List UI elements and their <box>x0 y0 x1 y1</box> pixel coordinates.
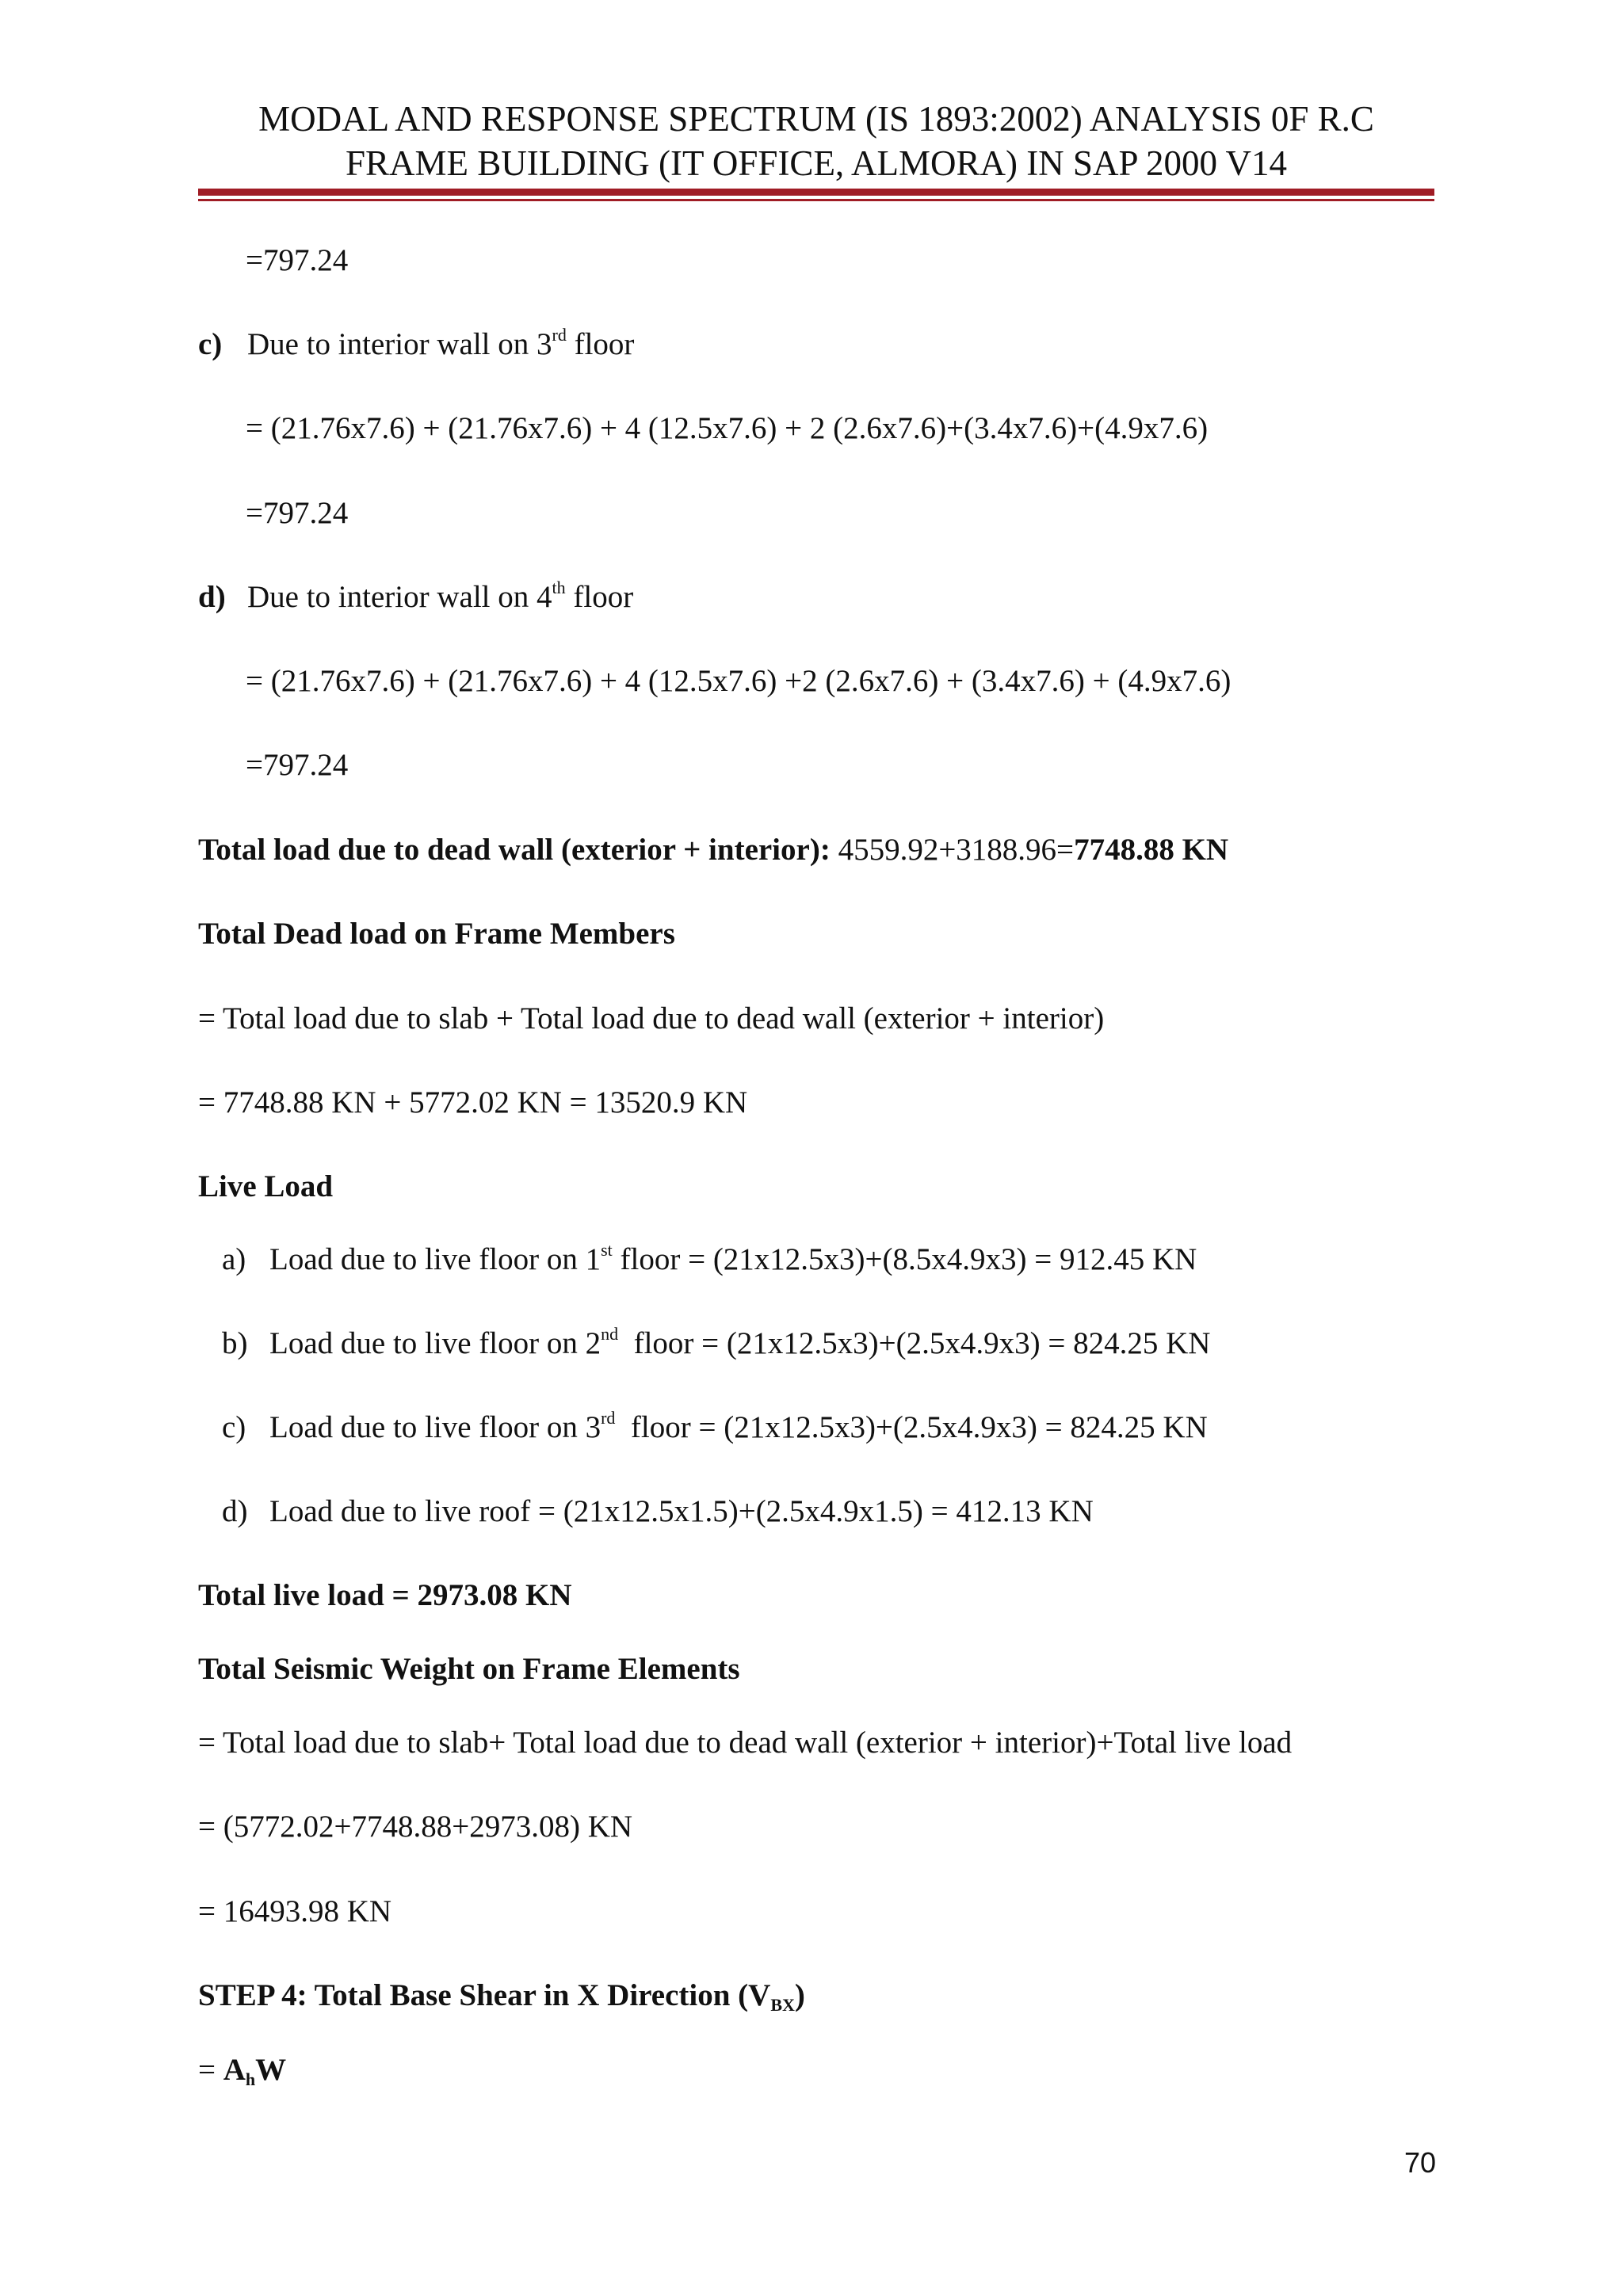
ordinal-suffix: nd <box>601 1324 619 1344</box>
result-line-b: =797.24 <box>246 243 349 277</box>
ah-symbol: A <box>223 2053 246 2087</box>
item-text: Load due to live floor on 1 <box>269 1242 601 1276</box>
item-text-end: floor <box>566 327 635 361</box>
total-seismic-heading: Total Seismic Weight on Frame Elements <box>198 1652 740 1686</box>
total-dead-value: = 7748.88 KN + 5772.02 KN = 13520.9 KN <box>198 1085 748 1119</box>
item-letter: d) <box>222 1494 248 1528</box>
item-text-end: floor = (21x12.5x3)+(8.5x4.9x3) = 912.45 KN <box>612 1242 1197 1276</box>
ordinal-suffix: th <box>552 578 566 597</box>
item-letter: a) <box>222 1242 246 1276</box>
total-wall-result: 7748.88 KN <box>1074 833 1229 867</box>
header-line-2: FRAME BUILDING (IT OFFICE, ALMORA) IN SAP 2000 V14 <box>346 143 1287 183</box>
total-seismic-equation: = Total load due to slab+ Total load due to dead wall (exterior + interior)+Total live load <box>198 1726 1293 1760</box>
item-text: Load due to live floor on 3 <box>269 1410 601 1444</box>
header-line-1: MODAL AND RESPONSE SPECTRUM (IS 1893:2002) ANALYSIS 0F R.C <box>258 99 1374 139</box>
step4-text: STEP 4: Total Base Shear in X Direction (V <box>198 1978 771 2012</box>
ah-subscript: h <box>245 2069 256 2089</box>
ordinal-suffix: rd <box>552 325 567 345</box>
item-letter: b) <box>222 1326 248 1360</box>
equals-sign: = <box>198 2053 223 2087</box>
item-d-heading <box>198 578 633 616</box>
total-live-load: Total live load = 2973.08 KN <box>198 1578 572 1612</box>
step4-subscript: BX <box>770 1995 795 2015</box>
total-dead-equation: = Total load due to slab + Total load due to dead wall (exterior + interior) <box>198 1001 1105 1035</box>
live-item-a <box>222 1241 1197 1279</box>
item-d-result: =797.24 <box>246 748 349 782</box>
live-item-c <box>222 1409 1208 1447</box>
live-load-heading: Live Load <box>198 1169 334 1203</box>
base-shear-equation <box>198 2051 286 2089</box>
w-symbol: W <box>255 2053 287 2087</box>
item-text-end: floor = (21x12.5x3)+(2.5x4.9x3) = 824.25 KN <box>615 1410 1208 1444</box>
total-seismic-result: = 16493.98 KN <box>198 1894 392 1928</box>
live-item-d <box>222 1493 1094 1531</box>
item-d-equation: = (21.76x7.6) + (21.76x7.6) + 4 (12.5x7.6) +2 (2.6x7.6) + (3.4x7.6) + (4.9x7.6) <box>246 664 1232 698</box>
item-text: Due to interior wall on 3 <box>247 327 552 361</box>
item-text-end: floor <box>565 580 634 614</box>
total-dead-heading: Total Dead load on Frame Members <box>198 917 675 951</box>
header-rule-thin <box>198 199 1434 201</box>
total-wall-calc: 4559.92+3188.96= <box>830 833 1075 867</box>
item-c-result: =797.24 <box>246 496 349 530</box>
item-text: Load due to live floor on 2 <box>269 1326 601 1360</box>
page-number: 70 <box>1404 2146 1437 2179</box>
item-letter: c) <box>198 327 223 361</box>
item-text-end: floor = (21x12.5x3)+(2.5x4.9x3) = 824.25 KN <box>618 1326 1211 1360</box>
item-text: Load due to live roof = (21x12.5x1.5)+(2.5x4.9x1.5) = 412.13 KN <box>269 1494 1094 1528</box>
total-wall-label: Total load due to dead wall (exterior + interior): <box>198 833 831 867</box>
header-rule-thick <box>198 189 1434 196</box>
total-wall-load <box>198 831 1228 869</box>
item-text: Due to interior wall on 4 <box>247 580 552 614</box>
ordinal-suffix: st <box>601 1240 613 1260</box>
total-seismic-sum: = (5772.02+7748.88+2973.08) KN <box>198 1810 633 1844</box>
ordinal-suffix: rd <box>601 1408 616 1428</box>
running-header <box>198 97 1434 185</box>
live-item-b <box>222 1325 1210 1363</box>
item-letter: c) <box>222 1410 246 1444</box>
item-c-equation: = (21.76x7.6) + (21.76x7.6) + 4 (12.5x7.6) + 2 (2.6x7.6)+(3.4x7.6)+(4.9x7.6) <box>246 411 1209 445</box>
step4-close: ) <box>794 1978 805 2012</box>
item-c-heading <box>198 326 634 364</box>
step4-heading <box>198 1977 805 2015</box>
item-letter: d) <box>198 580 226 614</box>
